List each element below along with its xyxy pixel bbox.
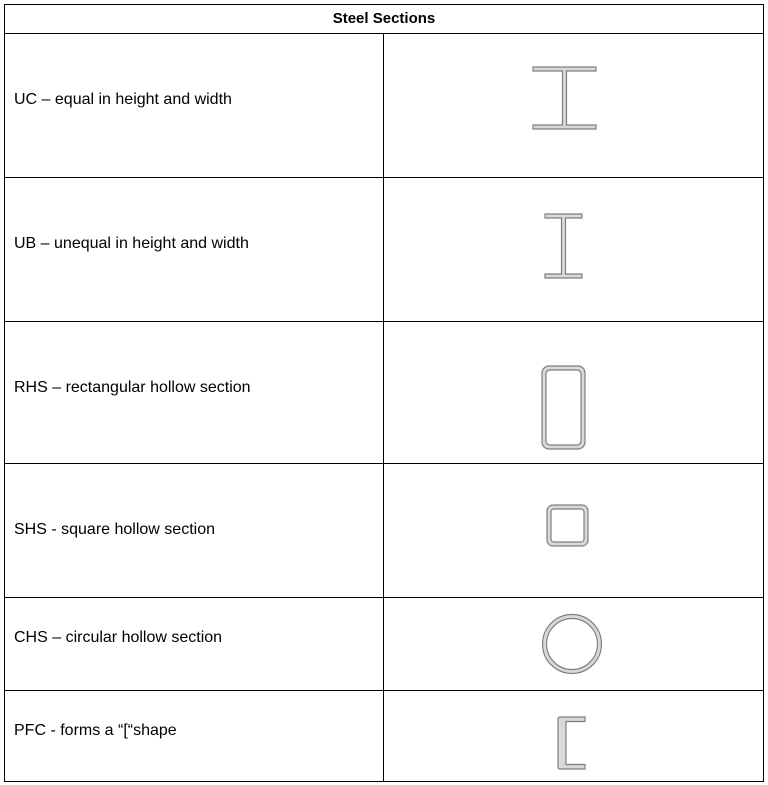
square-hollow-section-icon xyxy=(546,504,590,548)
row-label-ub: UB – unequal in height and width xyxy=(14,235,249,252)
rectangular-hollow-section-icon xyxy=(541,365,587,451)
table-row-chs xyxy=(5,598,763,691)
table-row-shs xyxy=(5,464,763,598)
row-label-pfc: PFC - forms a “[“shape xyxy=(14,722,177,739)
table-row-pfc xyxy=(5,691,763,781)
table-row-rhs xyxy=(5,322,763,464)
universal-column-icon xyxy=(532,66,598,130)
table-row-uc xyxy=(5,34,763,178)
row-label-uc: UC – equal in height and width xyxy=(14,91,232,108)
universal-beam-icon xyxy=(544,213,584,279)
row-label-rhs: RHS – rectangular hollow section xyxy=(14,379,251,396)
circular-hollow-section-icon xyxy=(541,613,603,675)
table-title: Steel Sections xyxy=(5,5,763,34)
steel-sections-table xyxy=(4,4,764,782)
table-row-ub xyxy=(5,178,763,322)
row-label-shs: SHS - square hollow section xyxy=(14,521,215,538)
parallel-flange-channel-icon xyxy=(557,716,587,772)
row-label-chs: CHS – circular hollow section xyxy=(14,629,223,646)
